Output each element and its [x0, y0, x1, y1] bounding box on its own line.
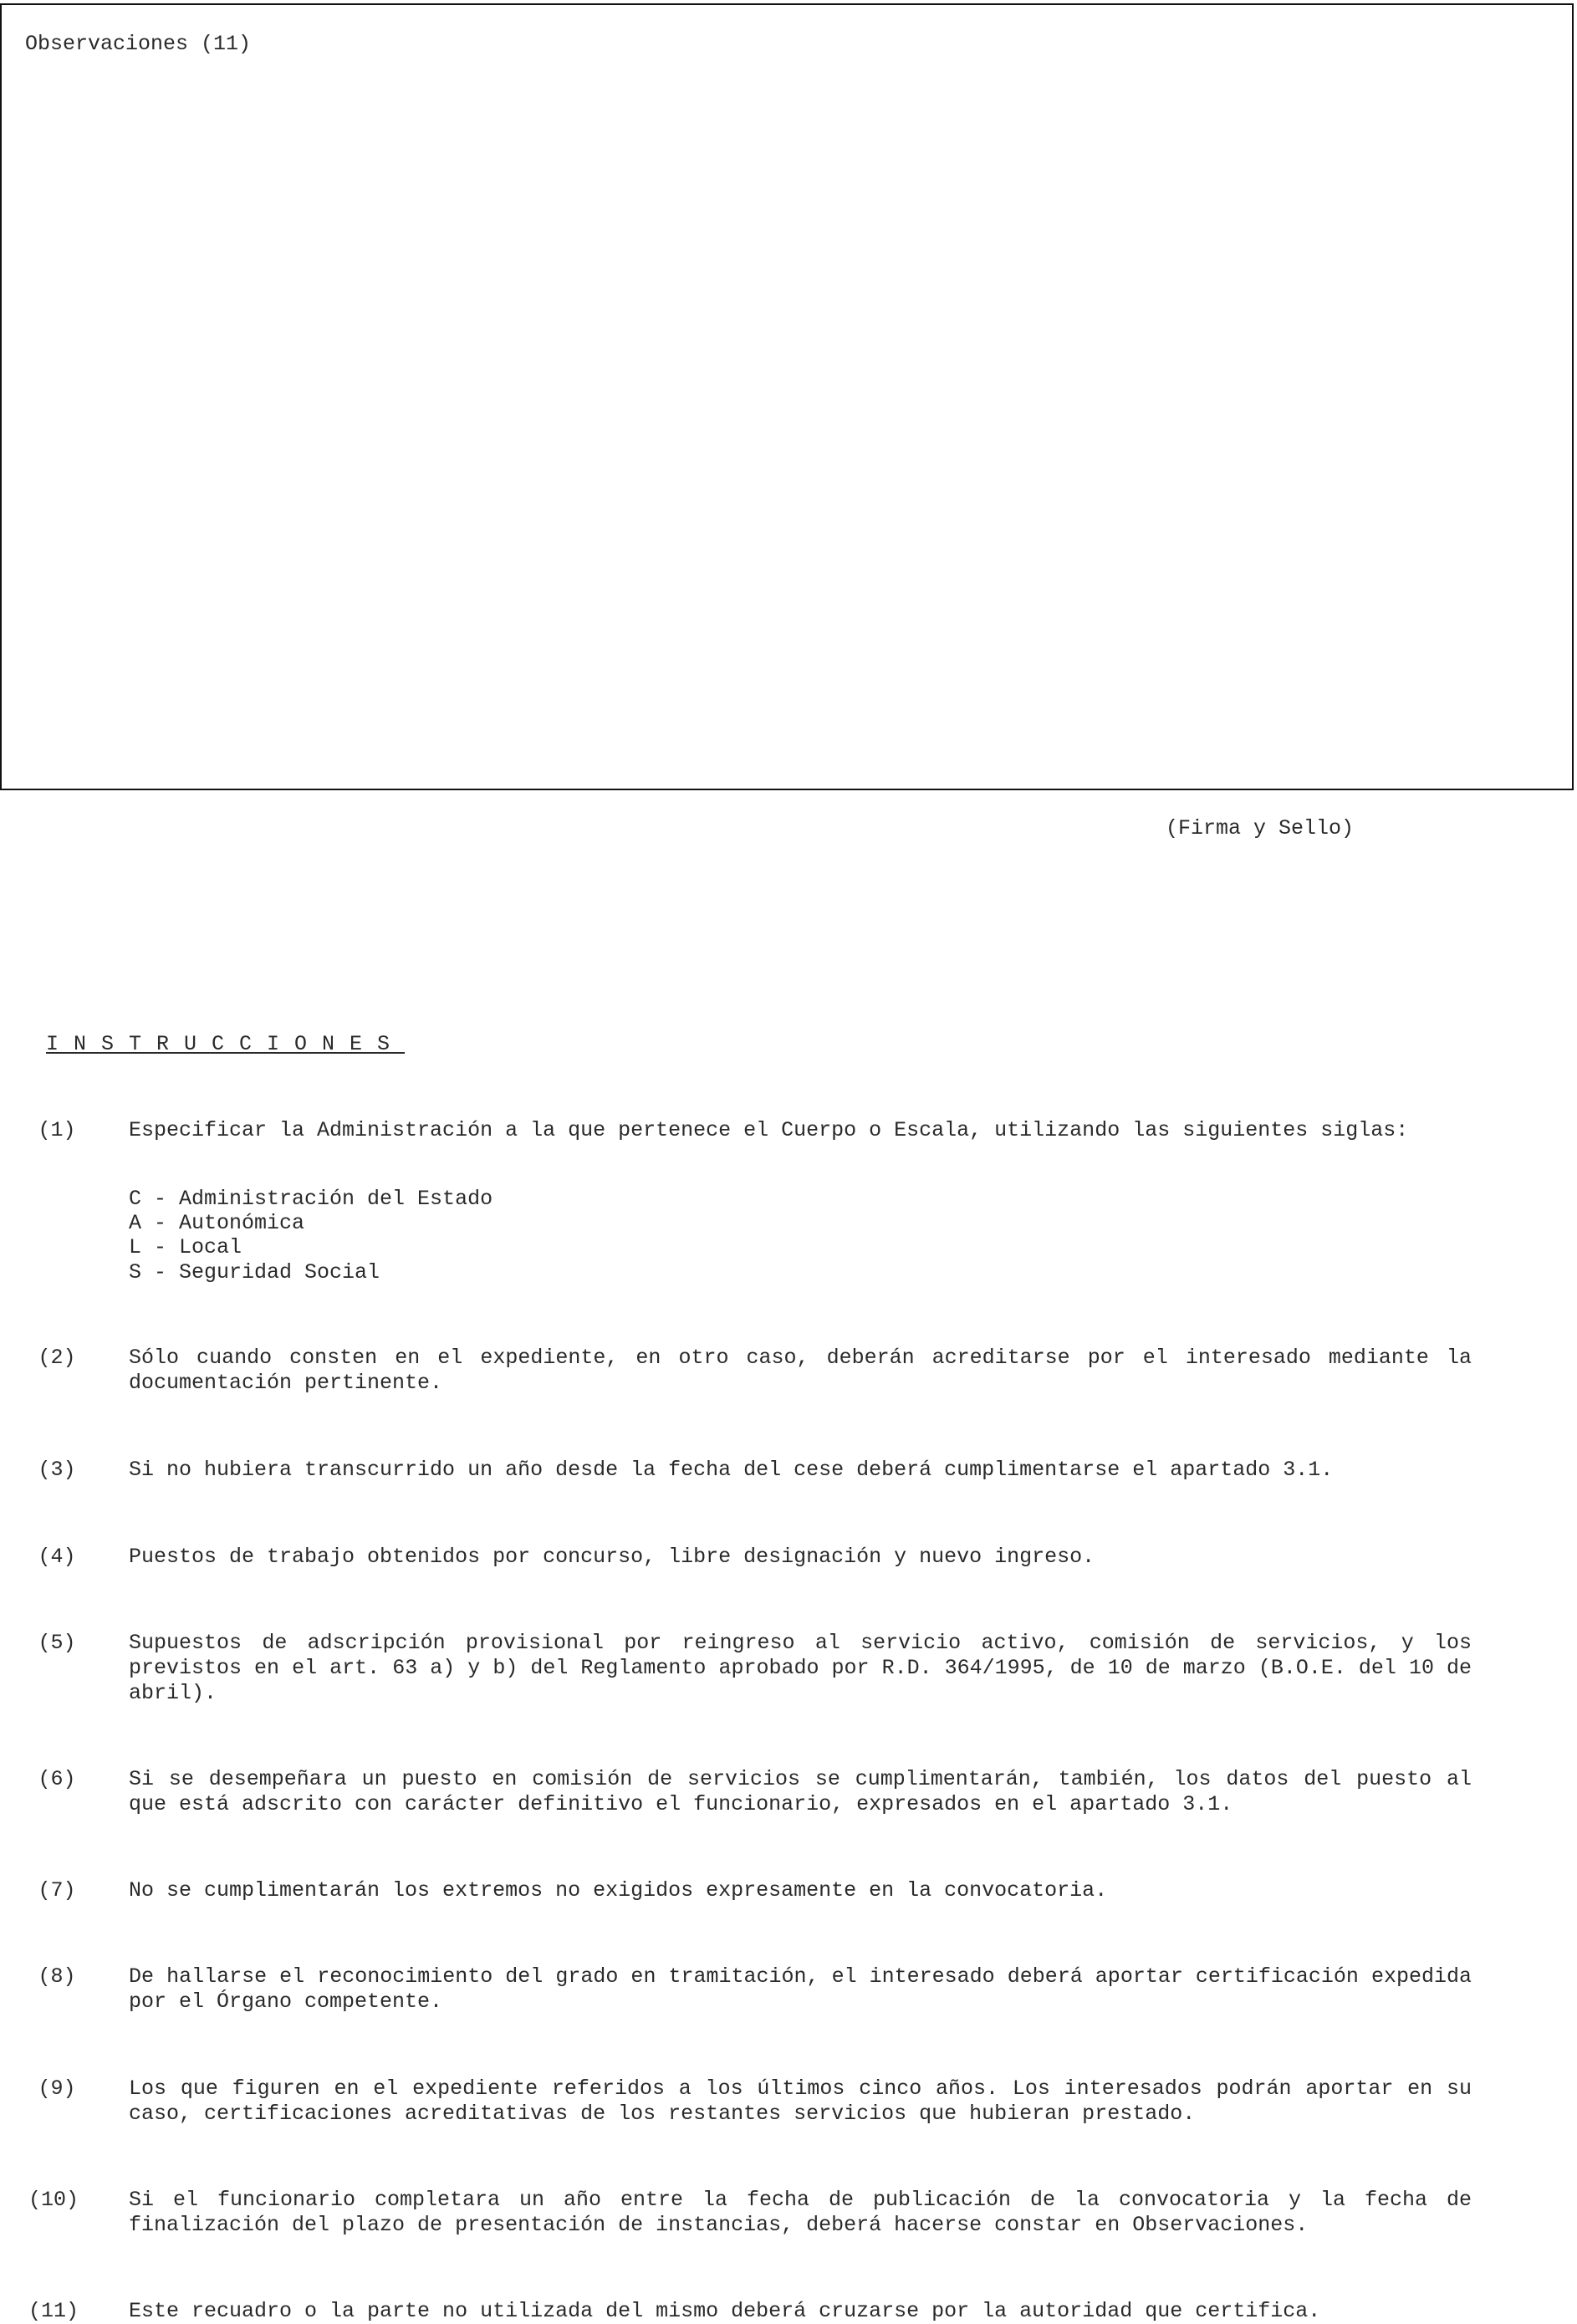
instruction-number: (4) [38, 1545, 76, 1569]
instruction-number: (8) [38, 1964, 76, 1989]
instruction-number: (3) [38, 1458, 76, 1482]
instruction-text: Supuestos de adscripción provisional por reingreso al servicio activo, comisión de servicios, y los previstos en el art. 63 a) y b) del Reglamento aprobado por R.D. 364/1995, de 10 de marzo (B.O.E. del 10 de abril). [129, 1631, 1472, 1705]
instruction-text: Este recuadro o la parte no utilizada del mismo deberá cruzarse por la autoridad que certifica. [129, 2299, 1321, 2323]
instruction-text: Si se desempeñara un puesto en comisión de servicios se cumplimentarán, también, los datos del puesto al que está adscrito con carácter definitivo el funcionario, expresados en el apartado 3.1. [129, 1767, 1472, 1816]
instruction-number: (9) [38, 2076, 76, 2101]
observations-label: Observaciones (11) [25, 32, 252, 56]
instruction-number: (2) [38, 1346, 76, 1370]
instruction-number: (11) [28, 2299, 79, 2323]
instruction-text: Si no hubiera transcurrido un año desde la fecha del cese deberá cumplimentarse el apartado 3.1. [129, 1458, 1334, 1482]
instruction-number: (10) [28, 2188, 79, 2212]
instruction-text: Si el funcionario completara un año entre la fecha de publicación de la convocatoria y la fecha de finalización del plazo de presentación de instancias, deberá hacerse constar en Observaciones. [129, 2188, 1472, 2237]
instruction-text: Especificar la Administración a la que pertenece el Cuerpo o Escala, utilizando las siguientes siglas: [129, 1118, 1409, 1142]
sigla-item: L - Local [129, 1235, 242, 1259]
sigla-item: S - Seguridad Social [129, 1260, 380, 1285]
signature-label: (Firma y Sello) [1166, 816, 1355, 840]
instruction-text: Los que figuren en el expediente referidos a los últimos cinco años. Los interesados podrán aportar en su caso, certificaciones acreditativas de los restantes servicios que hubieran prestado. [129, 2076, 1472, 2126]
instruction-number: (6) [38, 1767, 76, 1791]
instruction-number: (1) [38, 1118, 76, 1142]
instruction-number: (5) [38, 1631, 76, 1655]
instruction-text: Puestos de trabajo obtenidos por concurso, libre designación y nuevo ingreso. [129, 1545, 1095, 1569]
instruction-text: Sólo cuando consten en el expediente, en otro caso, deberán acreditarse por el interesado mediante la documentación pertinente. [129, 1346, 1472, 1395]
sigla-item: A - Autonómica [129, 1211, 305, 1235]
instructions-heading: INSTRUCCIONES [46, 1032, 406, 1056]
sigla-item: C - Administración del Estado [129, 1187, 493, 1211]
observations-box [0, 3, 1574, 790]
instruction-number: (7) [38, 1878, 76, 1903]
instruction-text: No se cumplimentarán los extremos no exigidos expresamente en la convocatoria. [129, 1878, 1108, 1903]
instruction-text: De hallarse el reconocimiento del grado en tramitación, el interesado deberá aportar certificación expedida por el Órgano competente. [129, 1964, 1472, 2014]
